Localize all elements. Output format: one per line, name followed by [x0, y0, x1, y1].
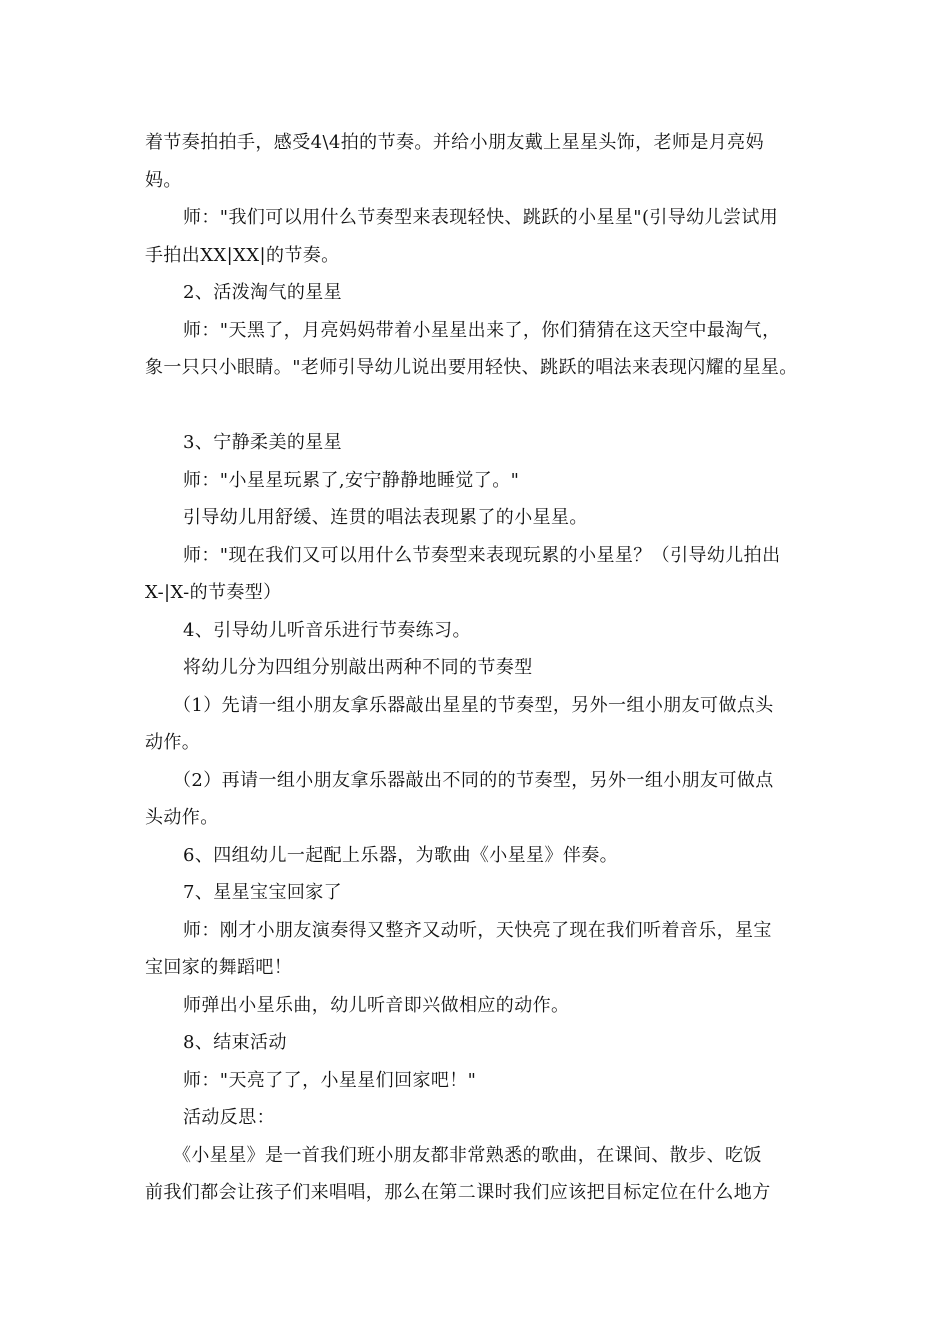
- section-heading: 2、活泼淘气的星星: [183, 282, 343, 303]
- paragraph-line: 着节奏拍拍手，感受4\4拍的节奏。并给小朋友戴上星星头饰，老师是月亮妈: [145, 132, 764, 153]
- blank-line: [145, 387, 825, 425]
- paragraph-line: 《小星星》是一首我们班小朋友都非常熟悉的歌曲，在课间、散步、吃饭: [173, 1144, 762, 1166]
- paragraph-line: 将幼儿分为四组分别敲出两种不同的节奏型: [183, 657, 533, 678]
- paragraph-line: 师弹出小星乐曲，幼儿听音即兴做相应的动作。: [183, 994, 570, 1016]
- paragraph-line: 宝回家的舞蹈吧！: [145, 957, 293, 978]
- paragraph-line: 动作。: [145, 732, 201, 753]
- paragraph-line: 妈。: [145, 169, 182, 191]
- paragraph-line: 师："天亮了了，小星星们回家吧！": [183, 1069, 477, 1091]
- paragraph-line: 引导幼儿用舒缓、连贯的唱法表现累了的小星星。: [183, 507, 588, 528]
- paragraph-line: 师：刚才小朋友演奏得又整齐又动听，天快亮了现在我们听着音乐，星宝: [183, 919, 772, 941]
- document-body: [145, 124, 825, 1212]
- paragraph-line: 头动作。: [145, 807, 219, 828]
- paragraph-line: （1）先请一组小朋友拿乐器敲出星星的节奏型，另外一组小朋友可做点头: [173, 694, 774, 716]
- paragraph-line: 师："现在我们又可以用什么节奏型来表现玩累的小星星？（引导幼儿拍出: [183, 544, 781, 566]
- section-heading: 7、星星宝宝回家了: [183, 882, 343, 903]
- paragraph-line: 象一只只小眼睛。"老师引导幼儿说出要用轻快、跳跃的唱法来表现闪耀的星星。: [145, 357, 798, 378]
- paragraph-line: 师："我们可以用什么节奏型来表现轻快、跳跃的小星星"(引导幼儿尝试用: [183, 207, 779, 228]
- section-heading: 3、宁静柔美的星星: [183, 432, 343, 453]
- section-heading: 4、引导幼儿听音乐进行节奏练习。: [183, 619, 471, 641]
- paragraph-line: （2）再请一组小朋友拿乐器敲出不同的的节奏型，另外一组小朋友可做点: [173, 769, 774, 791]
- paragraph-line: X-|X-的节奏型）: [145, 582, 282, 603]
- paragraph-line: 前我们都会让孩子们来唱唱，那么在第二课时我们应该把目标定位在什么地方: [145, 1182, 771, 1203]
- section-heading: 8、结束活动: [183, 1032, 287, 1053]
- section-heading: 活动反思：: [183, 1107, 275, 1128]
- paragraph-line: 手拍出XX|XX|的节奏。: [145, 244, 340, 266]
- paragraph-line: 师："天黑了，月亮妈妈带着小星星出来了，你们猜猜在这天空中最淘气，: [183, 319, 781, 341]
- paragraph-line: 师："小星星玩累了,安宁静静地睡觉了。": [183, 469, 520, 491]
- section-heading: 6、四组幼儿一起配上乐器，为歌曲《小星星》伴奏。: [183, 844, 619, 866]
